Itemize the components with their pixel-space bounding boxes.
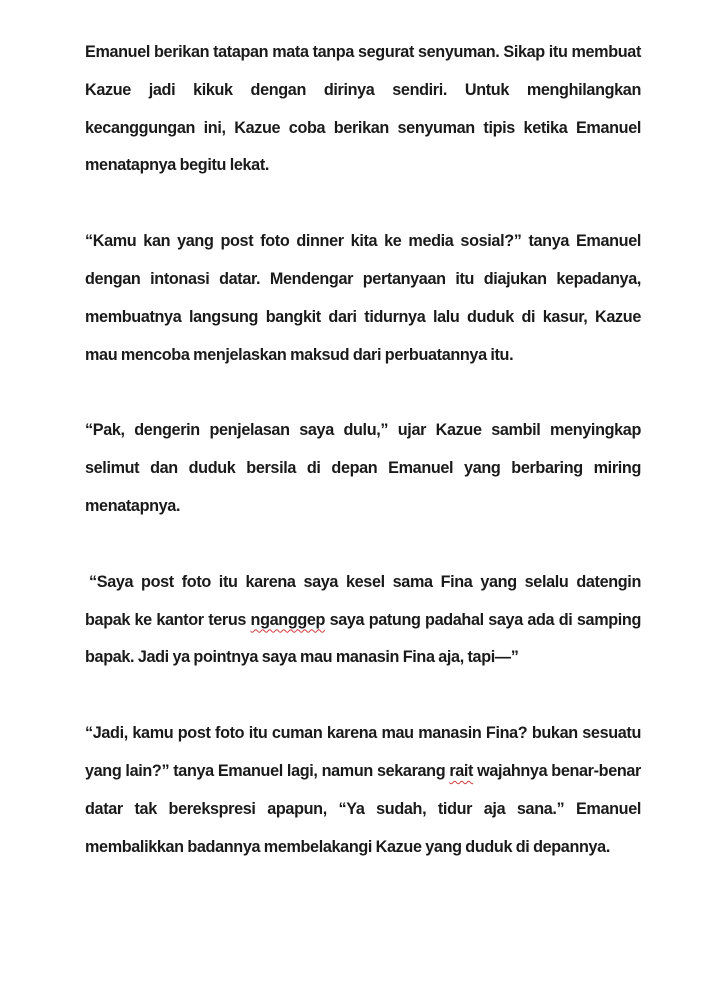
paragraph-3 [85,412,641,525]
paragraph-text: wajahnya benar-benar datar tak berekspresi apapun, “Ya sudah, tidur aja sana.” Emanuel membalikkan badannya membelakangi Kazue yang duduk di depannya. [85,761,641,856]
paragraph-text: saya patung padahal saya ada di samping bapak. Jadi ya pointnya saya mau manasin Fina aja, tapi—” [85,610,641,667]
paragraph-5 [85,715,641,866]
paragraph-text: “Pak, dengerin penjelasan saya dulu,” ujar Kazue sambil menyingkap selimut dan duduk bersila di depan Emanuel yang berbaring miring menatapnya. [85,421,641,515]
paragraph-text: Emanuel berikan tatapan mata tanpa segurat senyuman. Sikap itu membuat Kazue jadi kikuk dengan dirinya sendiri. Untuk menghilangkan kecanggungan ini, Kazue coba berikan senyuman tipis ketika Emanuel menatapnya begitu lekat. [85,43,641,175]
misspelled-word[interactable]: nganggep [250,610,326,629]
paragraph-text: “Jadi, kamu post foto itu cuman karena mau manasin Fina? bukan sesuatu yang lain?” tanya Emanuel lagi, namun sekarang [85,724,641,780]
misspelled-word[interactable]: rait [449,761,474,780]
paragraph-text: “Saya post foto itu karena saya kesel sama Fina yang selalu datengin bapak ke kantor terus [85,572,641,629]
document-page [85,34,641,866]
paragraph-1 [85,34,641,185]
paragraph-4 [85,564,641,677]
paragraph-text: “Kamu kan yang post foto dinner kita ke media sosial?” tanya Emanuel dengan intonasi datar. Mendengar pertanyaan itu diajukan kepadanya, membuatnya langsung bangkit dari tidurnya lalu duduk di kasur, Kazue mau mencoba menjelaskan maksud dari perbuatannya itu. [85,232,641,364]
paragraph-2 [85,223,641,374]
